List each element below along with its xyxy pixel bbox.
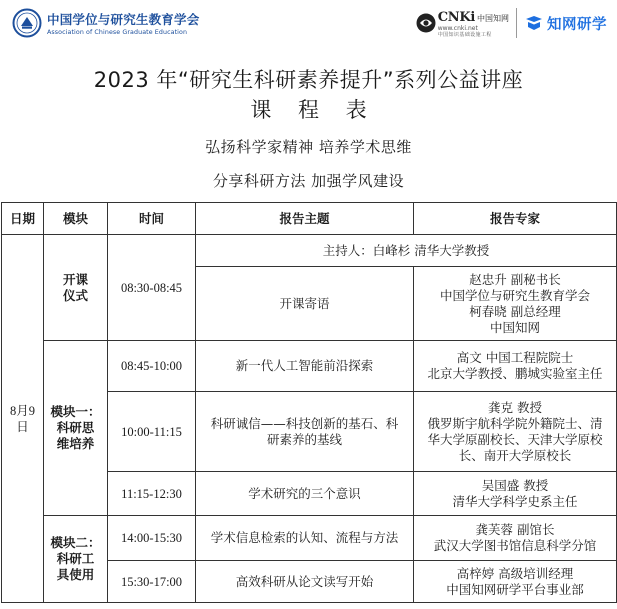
page-title: 2023 年“研究生科研素养提升”系列公益讲座 (93, 68, 524, 92)
speaker-cell: 龚克 教授 俄罗斯宇航科学院外籍院士、清 华大学原副校长、天津大学原校 长、南开大学原校长 (414, 392, 617, 472)
header-speaker: 报告专家 (414, 203, 617, 235)
header-bar (0, 0, 617, 46)
schedule-table (1, 202, 617, 603)
partner-logos (415, 8, 607, 38)
time-cell: 11:15-12:30 (108, 472, 196, 516)
topic-cell: 新一代人工智能前沿探索 (196, 341, 414, 392)
cnki-url: www.cnki.net (437, 25, 478, 32)
module-1: 模块一： 科研思 维培养 (44, 341, 108, 516)
slogan-line-1: 弘扬科学家精神 培养学术思维 (205, 138, 412, 156)
cdgdc-emblem-icon (12, 8, 42, 38)
speaker-cell: 龚芙蓉 副馆长 武汉大学图书馆信息科学分馆 (414, 516, 617, 561)
topic-cell: 科研诚信——科技创新的基石、科 研素养的基线 (196, 392, 414, 472)
speaker-cell: 吴国盛 教授 清华大学科学史系主任 (414, 472, 617, 516)
cdgdc-logo (12, 8, 199, 38)
zhiwang-book-icon (524, 13, 544, 33)
speaker-cell: 高梓婷 高级培训经理 中国知网研学平台事业部 (414, 561, 617, 603)
page-subtitle: 课 程 表 (250, 98, 377, 122)
module-opening: 开课 仪式 (44, 235, 108, 341)
table-row (2, 516, 617, 561)
cnki-cn-name: 中国知网 (477, 14, 509, 23)
table-header-row (2, 203, 617, 235)
topic-cell: 学术研究的三个意识 (196, 472, 414, 516)
logo-divider (516, 8, 517, 38)
cnki-globe-icon (415, 12, 437, 34)
header-module: 模块 (44, 203, 108, 235)
speaker-cell: 高文 中国工程院院士 北京大学教授、鹏城实验室主任 (414, 341, 617, 392)
header-date: 日期 (2, 203, 44, 235)
header-time: 时间 (108, 203, 196, 235)
slogan-line-2: 分享科研方法 加强学风建设 (212, 172, 405, 190)
org-name-en: Association of Chinese Graduate Education (47, 29, 188, 36)
org-name-cn: 中国学位与研究生教育学会 (47, 12, 200, 27)
zhiwang-logo (524, 13, 607, 34)
table-row (2, 235, 617, 267)
table-row (2, 341, 617, 392)
zhiwang-label: 知网研学 (547, 16, 607, 33)
topic-cell: 学术信息检索的认知、流程与方法 (196, 516, 414, 561)
host-cell: 主持人：白峰杉 清华大学教授 (196, 235, 617, 267)
date-cell: 8月9 日 (2, 235, 44, 603)
header-topic: 报告主题 (196, 203, 414, 235)
time-cell: 08:45-10:00 (108, 341, 196, 392)
topic-cell: 高效科研从论文读写开始 (196, 561, 414, 603)
time-cell: 15:30-17:00 (108, 561, 196, 603)
time-cell: 10:00-11:15 (108, 392, 196, 472)
cnki-slogan: 中国知识基础设施工程 (437, 32, 492, 38)
time-cell: 14:00-15:30 (108, 516, 196, 561)
time-cell: 08:30-08:45 (108, 235, 196, 341)
topic-cell: 开课寄语 (196, 267, 414, 341)
speaker-cell: 赵忠升 副秘书长 中国学位与研究生教育学会 柯春晓 副总经理 中国知网 (414, 267, 617, 341)
cnki-wordmark: CNKi (437, 10, 475, 25)
cnki-logo (415, 8, 509, 38)
module-2: 模块二： 科研工 具使用 (44, 516, 108, 603)
